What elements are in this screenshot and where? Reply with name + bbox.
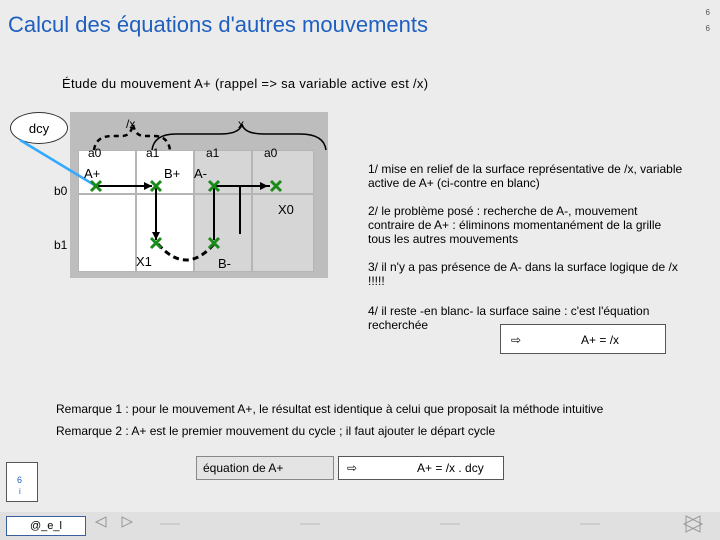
page-number-bottom: 6 [705, 24, 710, 33]
point-3: 3/ il n'y a pas présence de A- dans la surface logique de /x !!!!! [368, 260, 678, 288]
state-markers [91, 181, 281, 248]
col-label-a0x: a0 [264, 146, 278, 160]
col-label-a1: a1 [146, 146, 160, 160]
nav-prev-button[interactable] [118, 514, 136, 534]
col-label-a0: a0 [88, 146, 102, 160]
nav-first-button[interactable] [92, 514, 110, 534]
marker-a0xb0 [271, 181, 281, 191]
page-title: Calcul des équations d'autres mouvements [8, 12, 428, 37]
final-arrow-icon: ⇨ [347, 461, 358, 475]
point-1: 1/ mise en relief de la surface représentative de /x, variable active de A+ (ci-contre en blanc) [368, 162, 683, 190]
result-equation-1: A+ = /x [581, 333, 620, 347]
label-b-minus: B- [218, 256, 231, 271]
label-x1: X1 [136, 254, 152, 269]
nav-next-button[interactable] [682, 514, 706, 536]
document-icon[interactable] [6, 462, 38, 502]
label-a-minus: A- [194, 166, 207, 181]
point-4: 4/ il reste -en blanc- la surface saine : c'est l'équation recherchée [368, 304, 650, 332]
result-arrow-icon: ⇨ [511, 333, 522, 347]
final-equation: A+ = /x . dcy [417, 461, 484, 475]
label-x: x [238, 117, 244, 131]
page-number-top: 6 [705, 8, 710, 17]
label-a-plus: A+ [84, 166, 101, 181]
dcy-label: dcy [28, 120, 50, 136]
label-b-plus: B+ [164, 166, 181, 181]
row-label-b0: b0 [54, 184, 68, 198]
arrowhead-a-plus [144, 182, 152, 190]
result-box-1 [500, 324, 666, 354]
arrowhead-a-minus [260, 182, 268, 190]
remark-2: Remarque 2 : A+ est le premier mouvement du cycle ; il faut ajouter le départ cycle [56, 424, 496, 438]
final-label: équation de A+ [203, 461, 284, 475]
path-x1 [158, 244, 214, 260]
doc-icon-sub: i [19, 487, 21, 496]
remark-1: Remarque 1 : pour le mouvement A+, le résultat est identique à celui que proposait la méthode intuitive [56, 402, 604, 416]
point-2: 2/ le problème posé : recherche de A-, mouvement contraire de A+ : éliminons momentanément de la grille tous les autres mouvements [368, 204, 662, 246]
doc-icon-number: 6 [17, 475, 23, 485]
subtitle: Étude du mouvement A+ (rappel => sa variable active est /x) [62, 76, 429, 91]
label-not-x: /x [126, 117, 136, 131]
final-label-box [196, 456, 334, 480]
final-result-box [338, 456, 504, 480]
col-label-a1x: a1 [206, 146, 220, 160]
row-label-b1: b1 [54, 238, 68, 252]
footer-logo-text: @_e_l [30, 520, 62, 532]
label-x0: X0 [278, 202, 294, 217]
